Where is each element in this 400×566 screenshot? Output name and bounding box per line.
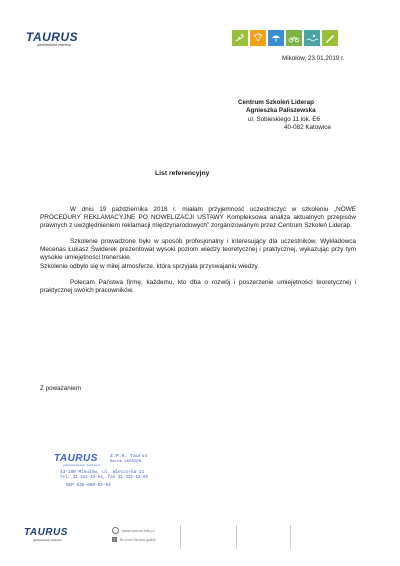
letter-title: List referencyjny xyxy=(155,170,210,177)
footer-facebook-row xyxy=(112,537,156,542)
company-tagline: gdziekolwiek jedziesz xyxy=(37,43,72,47)
paragraph-1: W dniu 19 października 2018 r. miałam przyjemność uczestniczyć w szkoleniu „NOWE PROCEDURY REKLAMACYJNE PO NOWELIZACJI USTAWY Kompleksowa analiza aktualnych przepisów prawnych z uwzględnieniem reklamacji międzynarodowych” zorganizowanym przez Centrum Szkoleń Liderap. xyxy=(40,206,356,230)
footer-logo: TAURUS xyxy=(24,527,68,538)
footer xyxy=(0,515,400,566)
footer-facebook[interactable]: fb.com/Taurus.gdzie xyxy=(120,537,156,542)
header-logo xyxy=(26,30,78,47)
stamp-logo: TAURUS xyxy=(54,453,98,464)
umbrella-icon xyxy=(268,30,284,46)
recipient-block xyxy=(238,99,346,132)
activity-tiles xyxy=(232,30,338,46)
footer-divider-2 xyxy=(236,525,237,549)
facebook-icon: f xyxy=(113,537,116,542)
swimmer-icon xyxy=(304,30,320,46)
footer-tagline: gdziekolwiek jedziesz xyxy=(33,538,62,542)
footer-contact xyxy=(112,527,156,542)
footer-website-row xyxy=(112,527,156,534)
stamp-owner: Marek ZERSZEN xyxy=(110,460,142,464)
footer-divider-3 xyxy=(290,525,291,549)
recipient-person: Agnieszka Paliszewska xyxy=(246,107,316,115)
recipient-city: 40-082 Katowice xyxy=(284,123,331,131)
letter-body xyxy=(40,206,356,295)
stamp-tagline: gdziekolwiek jedziesz xyxy=(63,464,101,467)
stamp-address: 43-190 Mikołów, ul. Wieczorka 11 xyxy=(60,470,145,475)
paragraph-2a: Szkolenie prowadzone było w sposób profesjonalny i interesujący dla uczestników. Wykładowca Mecenas Łukasz Świderek prezentował wysoki poziom wiedzy teoretycznej i praktycznej, wykazując przy tym wysokie umiejętności trenerskie. xyxy=(40,238,356,262)
recipient-street: ul. Sobieskiego 11 lok. E6 xyxy=(248,115,320,123)
cyclist-icon xyxy=(286,30,302,46)
footer-logo-block xyxy=(24,527,68,542)
footer-divider-1 xyxy=(180,525,181,549)
paragraph-2b: Szkolenie odbyło się w miłej atmosferze, która sprzyjała przyswajaniu wiedzy. xyxy=(40,262,260,270)
company-stamp xyxy=(54,453,166,499)
company-logo: TAURUS xyxy=(26,30,79,44)
paragraph-3: Polecam Państwa firmę, każdemu, kto dba o rozwój i poszerzenie umiejętności teoretycznej i praktycznej swoich pracowników. xyxy=(40,278,356,294)
place-date: Mikołów, 23.01.2019 r. xyxy=(282,55,345,62)
closing: Z poważaniem xyxy=(40,385,81,392)
stamp-phones: tel. 32-322-13-64, fax 32-322-13-65 xyxy=(60,476,148,480)
recipient-name: Centrum Szkoleń Liderap xyxy=(238,99,314,106)
paraglider-icon xyxy=(250,30,266,46)
pen-icon xyxy=(322,30,338,46)
stamp-company: Z.P.H. Taurus xyxy=(110,454,148,459)
stamp-nip: NIP 635-000-62-94 xyxy=(66,483,111,488)
skier-icon xyxy=(232,30,248,46)
footer-website[interactable]: www.taurus.info.pl xyxy=(122,528,155,533)
globe-icon xyxy=(112,527,119,534)
